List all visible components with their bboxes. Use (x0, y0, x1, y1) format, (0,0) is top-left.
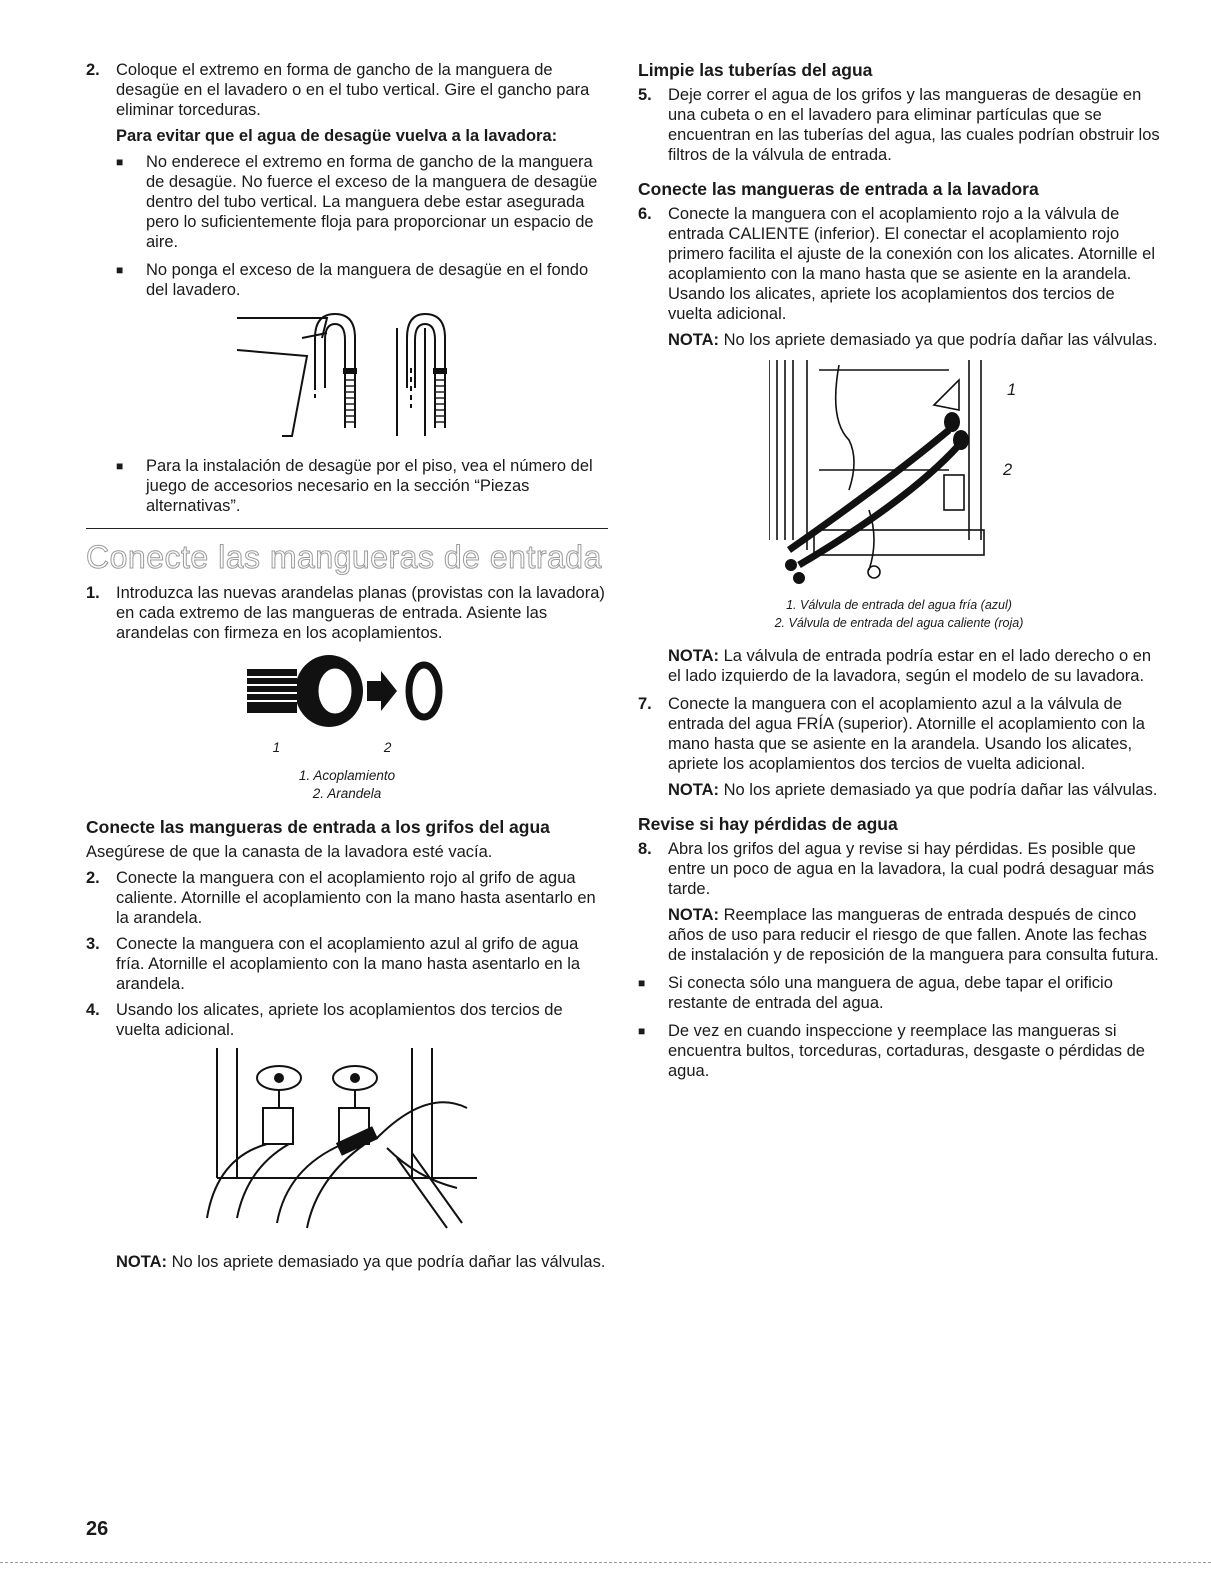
bullet-square-icon: ■ (116, 263, 124, 277)
bottom-edge-line (0, 1562, 1211, 1563)
nota-2: NOTA: La válvula de entrada podría estar en el lado derecho o en el lado izquierdo de la lavadora, según el modelo de su lavadora. (668, 647, 1152, 685)
list-item: ■ Para la instalación de desagüe por el piso, vea el número del juego de accesorios necesario en la sección “Piezas alternativas”. (116, 457, 593, 515)
list-item: ■ Si conecta sólo una manguera de agua, debe tapar el orificio restante de entrada del agua. (638, 974, 1113, 1012)
backflow-bullets (116, 152, 608, 300)
step-8-leaks: 8. Abra los grifos del agua y revise si hay pérdidas. Es posible que entre un poco de agua en la lavadora, la cual podrá desaguar más tarde. (638, 840, 1155, 898)
list-item: ■ De vez en cuando inspeccione y reemplace las mangueras si encuentra bultos, torceduras, cortaduras, desgaste o pérdidas de agua. (638, 1022, 1145, 1080)
flush-heading: Limpie las tuberías del agua (638, 60, 873, 80)
figure-caption: 1. Acoplamiento 2. Arandela (298, 768, 396, 801)
faucet-pliers-illustration (197, 1048, 497, 1238)
bullet-square-icon: ■ (116, 155, 124, 169)
maintenance-bullets (638, 973, 1160, 1081)
step-7-cold-valve: 7. Conecte la manguera con el acoplamiento azul a la válvula de entrada del agua FRÍA (superior). Atornille el acoplamiento con la mano hasta que se asiente en la arandela. Usando los alicates, apriete los acoplamientos dos tercios de vuelta adicional. (638, 695, 1145, 773)
left-column (86, 60, 608, 1278)
step-number: 1. (86, 584, 100, 602)
coupling-washer-illustration (247, 651, 447, 731)
step-2-drain (86, 60, 608, 120)
step-number: 7. (638, 695, 652, 713)
callout-label-2: 2 (1003, 461, 1013, 479)
nota-no-overtighten: NOTA: No los apriete demasiado ya que podría dañar las válvulas. (116, 1253, 606, 1271)
step-number: 5. (638, 86, 652, 104)
callout-label-1: 1 (1007, 381, 1017, 399)
right-column (638, 60, 1160, 1089)
faucet-intro: Asegúrese de que la canasta de la lavadora esté vacía. (86, 843, 493, 861)
drain-hose-illustration (197, 308, 497, 448)
callout-label-1: 1 (272, 740, 281, 755)
step-6-hot-valve: 6. Conecte la manguera con el acoplamiento rojo a la válvula de entrada CALIENTE (inferior). El conectar el acoplamiento rojo primero facilita el ajuste de la conexión con los alicates. Atornille el acoplamiento con la mano hasta que se asiente en la arandela. Usando los alicates, apriete los acoplamientos dos tercios de vuelta adicional. (638, 205, 1156, 323)
nota-1: NOTA: No los apriete demasiado ya que podría dañar las válvulas. (668, 331, 1158, 349)
connect-washer-heading: Conecte las mangueras de entrada a la lavadora (638, 179, 1039, 199)
step-2-hot: 2. Conecte la manguera con el acoplamiento rojo al grifo de agua caliente. Atornille el acoplamiento con la mano hasta asentarlo en la arandela. (86, 869, 596, 927)
nota-3: NOTA: No los apriete demasiado ya que podría dañar las válvulas. (668, 781, 1158, 799)
coupling-figure-labels (56, 739, 608, 757)
leak-heading: Revise si hay pérdidas de agua (638, 814, 898, 834)
callout-label-2: 2 (383, 740, 392, 755)
bullet-square-icon: ■ (638, 1024, 646, 1038)
step-3-cold: 3. Conecte la manguera con el acoplamiento azul al grifo de agua fría. Atornille el acoplamiento con la mano hasta asentarlo en la arandela. (86, 935, 581, 993)
faucet-heading: Conecte las mangueras de entrada a los grifos del agua (86, 817, 550, 837)
bullet-square-icon: ■ (638, 976, 646, 990)
step-number: 3. (86, 935, 100, 953)
washer-back-figure (769, 360, 1029, 590)
step-number: 8. (638, 840, 652, 858)
floor-drain-bullets (116, 456, 608, 516)
figure-caption: 1. Válvula de entrada del agua fría (azul) 2. Válvula de entrada del agua caliente (roja) (774, 598, 1024, 630)
step-4-tighten: 4. Usando los alicates, apriete los acoplamientos dos tercios de vuelta adicional. (86, 1001, 563, 1039)
step-number: 4. (86, 1001, 100, 1019)
nota-4: NOTA: Reemplace las mangueras de entrada después de cinco años de uso para reducir el riesgo de que fallen. Anote las fechas de instalación y de reposición de la manguera para consulta futura. (668, 906, 1159, 964)
step-1-washers (86, 583, 608, 643)
step-number: 2. (86, 869, 100, 887)
step-5-flush: 5. Deje correr el agua de los grifos y las mangueras de desagüe en una cubeta o en el lavadero para eliminar partículas que se encuentran en las tuberías del agua, las cuales podrían obstruir los filtros de la válvula de entrada. (638, 86, 1160, 164)
washer-valves-illustration (769, 360, 999, 590)
step-number: 6. (638, 205, 652, 223)
bullet-square-icon: ■ (116, 459, 124, 473)
step-text: Coloque el extremo en forma de gancho de la manguera de desagüe en el lavadero o en el tubo vertical. Gire el gancho para eliminar torceduras. (116, 61, 590, 119)
list-item: ■ No enderece el extremo en forma de gancho de la manguera de desagüe. No fuerce el exceso de la manguera de desagüe dentro del tubo vertical. La manguera debe estar asegurada pero lo suficientemente floja para proporcionar un espacio de aire. (116, 153, 598, 251)
step-number: 2. (86, 61, 100, 79)
list-item: ■ No ponga el exceso de la manguera de desagüe en el fondo del lavadero. (116, 261, 589, 299)
avoid-backflow-heading: Para evitar que el agua de desagüe vuelva a la lavadora: (116, 127, 558, 145)
section-title: Conecte las mangueras de entrada (86, 539, 602, 575)
step-text: Introduzca las nuevas arandelas planas (provistas con la lavadora) en cada extremo de las mangueras de entrada. Asiente las arandelas con firmeza en los acoplamientos. (116, 584, 605, 642)
section-divider (86, 528, 608, 529)
page-number: 26 (86, 1518, 109, 1540)
